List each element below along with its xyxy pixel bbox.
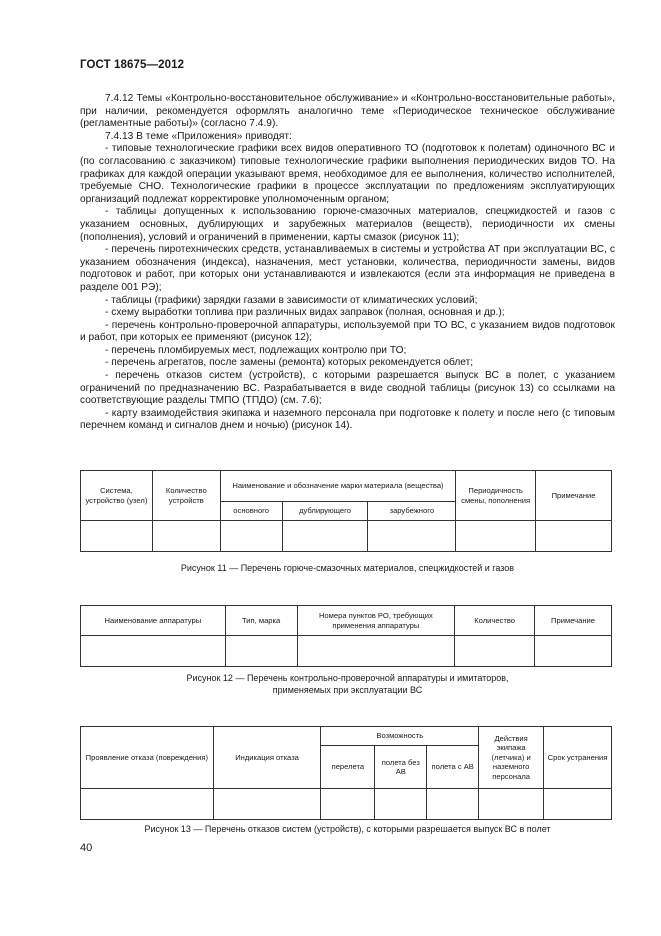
paragraph: - перечень пломбируемых мест, подлежащих контролю при ТО; xyxy=(105,344,407,356)
figure-12-table xyxy=(80,605,612,667)
col-header-deadline: Срок устранения xyxy=(544,727,612,789)
figure-13-table xyxy=(80,726,612,820)
col-header-actions: Действия экипажа (летчика) и наземного персонала xyxy=(479,727,544,789)
document-header: ГОСТ 18675—2012 xyxy=(80,59,185,71)
figure-11-caption: Рисунок 11 — Перечень горюче-смазочных материалов, спецжидкостей и газов xyxy=(180,563,515,573)
paragraph: - таблицы допущенных к использованию горюче-смазочных материалов, спецжидкостей и газов с указанием основных, дублирующих и зарубежных материалов (веществ), периодичности их смены (пополнения), условий и ограничений в применении, карты смазок (рисунок 11); xyxy=(80,206,615,243)
col-header-points: Номера пунктов РО, требующих применения аппаратуры xyxy=(297,606,455,636)
col-header-flight-av: полета с АВ xyxy=(427,746,479,789)
paragraph: - перечень пиротехнических средств, устанавливаемых в системы и устройства АТ при эксплуатации ВС, с указанием обозначения (индекса), назначения, мест установки, количества, периодичности замены, видов подготовок и работ, при которых они устанавливаются и извлекаются (если эта информация не приведена в разделе 001 РЭ); xyxy=(80,244,615,293)
col-header-period: Периодичность смены, пополнения xyxy=(456,471,536,521)
col-header-note: Примечание xyxy=(536,471,612,521)
col-header-dup: дублирующего xyxy=(282,502,368,521)
figure-11-table xyxy=(80,470,612,552)
col-header-material: Наименование и обозначение марки материала (вещества) xyxy=(220,471,456,502)
col-header-foreign: зарубежного xyxy=(368,502,456,521)
paragraph: - таблицы (графики) зарядки газами в зависимости от климатических условий; xyxy=(105,294,478,306)
paragraph: - перечень контрольно-проверочной аппаратуры, используемой при ТО ВС, с указанием видов подготовок и работ, при которых ее применяют (рисунок 12); xyxy=(80,319,615,344)
table-row xyxy=(81,636,612,667)
paragraph: 7.4.12 Темы «Контрольно-восстановительное обслуживание» и «Контрольно-восстановительные работы», при наличии, рекомендуется оформлять аналогично теме «Периодическое техническое обслуживание (регламентные работы)» (согласно 7.4.9). xyxy=(80,93,615,130)
col-header-indication: Индикация отказа xyxy=(213,727,321,789)
paragraph: - типовые технологические графики всех видов оперативного ТО (подготовок к полетам) одиночного ВС и (по согласованию с заказчиком) типовые технологические графики выполнения периодических видов ТО. На графиках для каждой операции указывают время, необходимое для ее выполнения, количество исполнителей, требуемые СНО. Технологические графики в процессе эксплуатации по предложениям эксплуатирующих организаций подлежат корректировке уполномоченным органом; xyxy=(80,143,615,205)
col-header-system: Система, устройство (узел) xyxy=(81,471,153,521)
figure-13-caption: Рисунок 13 — Перечень отказов систем (устройств), с которыми разрешается выпуск ВС в полет xyxy=(144,824,551,834)
caption-line: применяемых при эксплуатации ВС xyxy=(272,684,423,695)
table-row xyxy=(81,521,612,552)
page-number: 40 xyxy=(80,842,93,854)
caption-line: Рисунок 12 — Перечень контрольно-проверочной аппаратуры и имитаторов, xyxy=(186,673,509,683)
col-header-name: Наименование аппаратуры xyxy=(81,606,226,636)
col-header-possibility: Возможность xyxy=(321,727,479,746)
col-header-type: Тип, марка xyxy=(225,606,297,636)
paragraph: - перечень отказов систем (устройств), с которыми разрешается выпуск ВС в полет, с указанием ограничений по предназначению ВС. Разрабатывается в виде сводной таблицы (рисунок 13) со ссылками на соответствующие разделы ТМПО (ТПДО) (см. 7.6); xyxy=(80,370,615,407)
col-header-note: Примечание xyxy=(535,606,612,636)
col-header-ferry: перелета xyxy=(321,746,375,789)
paragraph: 7.4.13 В теме «Приложения» приводят: xyxy=(105,130,292,142)
col-header-main: основного xyxy=(220,502,282,521)
col-header-qty: Количество xyxy=(455,606,535,636)
table-row xyxy=(81,789,612,820)
figure-12-caption xyxy=(80,673,615,696)
paragraph: - карту взаимодействия экипажа и наземного персонала при подготовке к полету и после него (с типовым перечнем команд и сигналов днем и ночью) (рисунок 14). xyxy=(80,407,615,432)
col-header-flight-no-av: полета без АВ xyxy=(375,746,427,789)
paragraph: - перечень агрегатов, после замены (ремонта) которых рекомендуется облет; xyxy=(105,357,474,369)
paragraph: - схему выработки топлива при различных видах заправок (полная, основная и др.); xyxy=(105,307,505,319)
col-header-manifest: Проявление отказа (повреждения) xyxy=(81,727,214,789)
body-text xyxy=(80,93,615,433)
col-header-count: Количество устройств xyxy=(152,471,220,521)
